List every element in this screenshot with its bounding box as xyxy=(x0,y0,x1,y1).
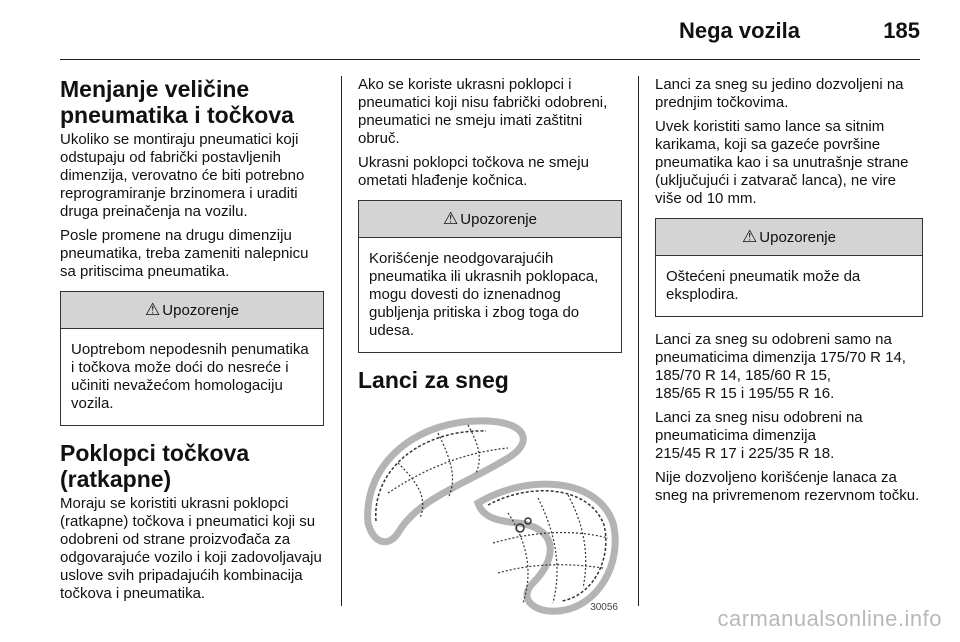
warning-header: ⚠ Upozorenje xyxy=(359,201,621,238)
warning-text: Oštećeni pneumatik može da eksplodira. xyxy=(666,268,861,303)
section-title-snow-chains: Lanci za sneg xyxy=(358,367,509,393)
paragraph: Ukoliko se montiraju pneumatici koji odstupaju od fabrički postavljenih dimenzija, verovatno će biti potrebno reprogramiranje brzinomera i uraditi druga preinačenja na vozilu. xyxy=(60,131,305,220)
warning-header: ⚠ Upozorenje xyxy=(61,292,323,329)
page-header-title: Nega vozila xyxy=(678,18,800,43)
paragraph: Moraju se koristiti ukrasni poklopci (ratkapne) točkova i pneumatici koji su odobreni od strane proizvođača za odgovarajuće vozilo i koji zadovoljavaju uslove svih pripadajućih kombinacija točkova i pneumatika. xyxy=(60,495,322,602)
paragraph: Lanci za sneg su odobreni samo na pneumaticima dimenzija 175/70 R 14, 185/70 R 14, 185/60 R 15, 185/65 R 15 i 195/55 R 16. xyxy=(655,331,906,402)
page-number: 185 xyxy=(883,18,920,43)
figure-code: 30056 xyxy=(590,602,618,613)
warning-header: ⚠ Upozorenje xyxy=(656,219,922,256)
section-title-tire-size: Menjanje veličine pneumatika i točkova xyxy=(60,76,294,128)
paragraph: Posle promene na drugu dimenziju pneumatika, treba zameniti nalepnicu sa pritiscima pneumatika. xyxy=(60,227,309,280)
paragraph: Ukrasni poklopci točkova ne smeju ometati hlađenje kočnica. xyxy=(358,154,589,189)
column-1 xyxy=(60,76,324,609)
warning-triangle-icon: ⚠ xyxy=(145,300,161,319)
paragraph: Nije dozvoljeno korišćenje lanaca za sneg na privremenom rezervnom točku. xyxy=(655,469,920,504)
header-divider xyxy=(60,59,920,60)
watermark: carmanualsonline.info xyxy=(717,606,942,631)
paragraph: Lanci za sneg su jedino dozvoljeni na prednjim točkovima. xyxy=(655,76,904,111)
snow-chains-drawing xyxy=(358,403,622,615)
warning-triangle-icon: ⚠ xyxy=(443,209,459,228)
section-title-wheel-covers: Poklopci točkova (ratkapne) xyxy=(60,440,250,492)
column-2 xyxy=(358,76,622,615)
warning-text: Korišćenje neodgovarajućih pneumatika ili ukrasnih poklopaca, mogu dovesti do iznenadnog gubljenja pritiska i zbog toga do udesa. xyxy=(369,250,599,339)
warning-text: Uoptrebom nepodesnih penumatika i točkova može doći do nesreće i učiniti nevažećom homologaciju vozila. xyxy=(71,341,309,412)
warning-box xyxy=(60,291,324,426)
column-divider-2 xyxy=(638,76,639,606)
column-divider-1 xyxy=(341,76,342,606)
column-3 xyxy=(655,76,923,511)
paragraph: Ako se koriste ukrasni poklopci i pneumatici koji nisu fabrički odobreni, pneumatici ne smeju imati zaštitni obruč. xyxy=(358,76,608,147)
paragraph: Lanci za sneg nisu odobreni na pneumaticima dimenzija 215/45 R 17 i 225/35 R 18. xyxy=(655,409,863,462)
snow-chains-illustration xyxy=(358,403,622,615)
paragraph: Uvek koristiti samo lance sa sitnim karikama, koji sa gazeće površine pneumatika kao i sa unutrašnje strane (uključujući i zatvarač lanca), ne vire više od 10 mm. xyxy=(655,118,909,207)
warning-box xyxy=(358,200,622,353)
warning-triangle-icon: ⚠ xyxy=(742,227,758,246)
warning-box xyxy=(655,218,923,317)
